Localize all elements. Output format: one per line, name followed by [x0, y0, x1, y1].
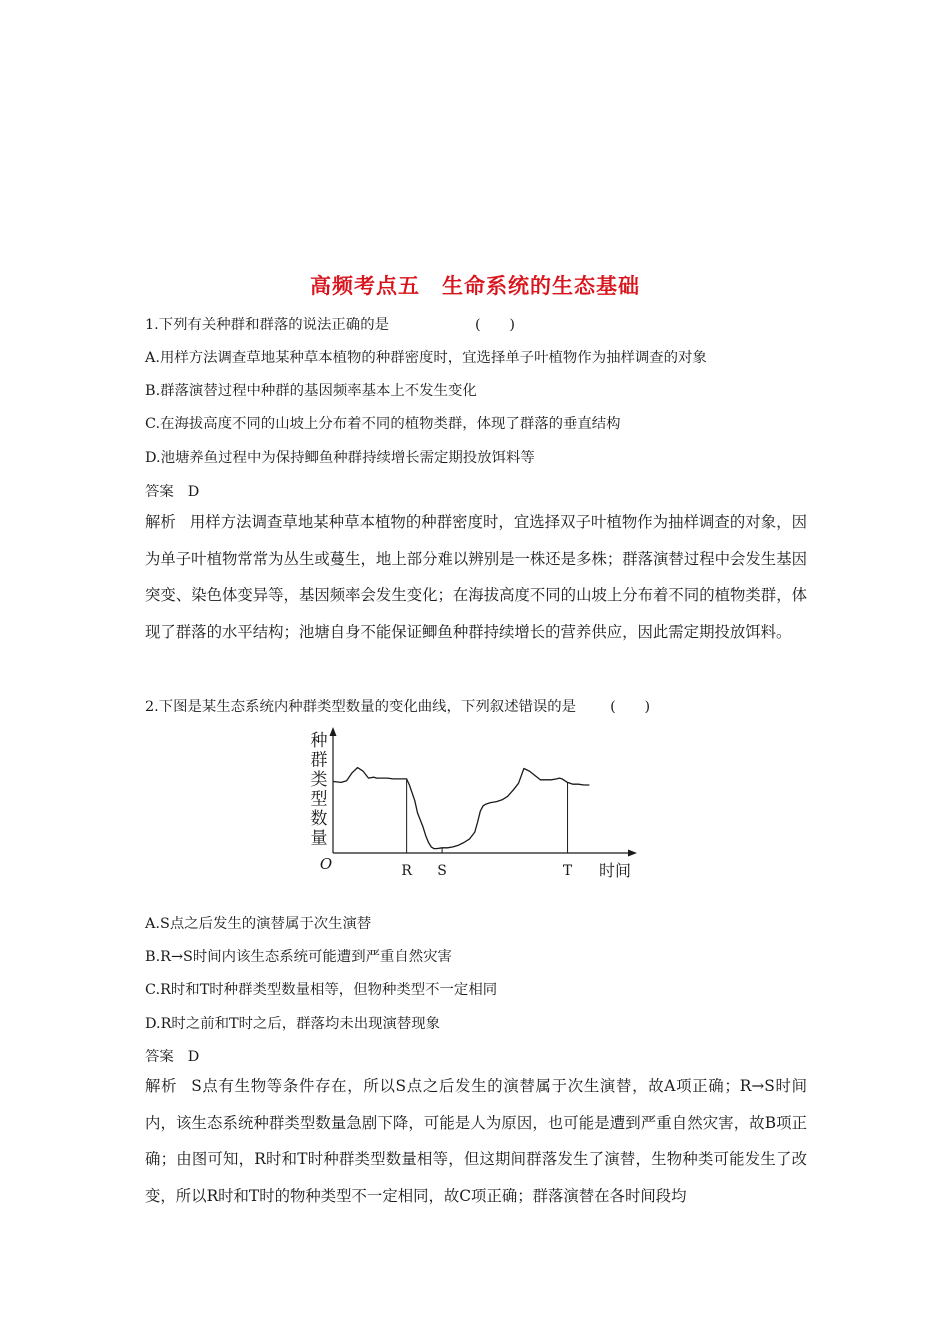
- x-tick-label: T: [562, 863, 573, 879]
- question-1-stem: [145, 313, 515, 334]
- question-1-option-b: B.群落演替过程中种群的基因频率基本上不发生变化: [145, 383, 477, 399]
- y-axis-label-char: 数: [310, 809, 328, 829]
- y-axis-label-char: 群: [310, 750, 328, 771]
- question-1-option-a: A.用样方法调查草地某种草本植物的种群密度时，宜选择单子叶植物作为抽样调查的对象: [145, 350, 707, 366]
- question-1-option-c: C.在海拔高度不同的山坡上分布着不同的植物类群，体现了群落的垂直结构: [145, 416, 621, 432]
- question-1-option-d: D.池塘养鱼过程中为保持鲫鱼种群持续增长需定期投放饵料等: [145, 450, 535, 466]
- x-axis-label: 时间: [598, 861, 632, 880]
- question-2-option-a: A.S点之后发生的演替属于次生演替: [145, 916, 372, 932]
- question-2-option-b: B.R→S时间内该生态系统可能遭到严重自然灾害: [145, 949, 452, 965]
- question-2-paren: ( ): [610, 699, 651, 715]
- analysis-text: 用样方法调查草地某种草本植物的种群密度时，宜选择双子叶植物作为抽样调查的对象，因为单子叶植物常常为丛生或蔓生，地上部分难以辨别是一株还是多株；群落演替过程中会发生基因突变、染色体变异等，基因频率会发生变化；在海拔高度不同的山坡上分布着不同的植物类群，体现了群落的水平结构；池塘自身不能保证鲫鱼种群持续增长的营养供应，因此需定期投放饵料。: [145, 513, 807, 641]
- chart-svg: [295, 725, 655, 885]
- answer-value: D: [187, 484, 200, 500]
- x-tick-label: R: [401, 863, 412, 879]
- answer-label: 答案: [145, 484, 174, 500]
- origin-label: O: [319, 855, 333, 873]
- population-types-chart: [295, 725, 655, 885]
- y-axis-label-char: 类: [310, 770, 328, 790]
- question-2-analysis: [145, 1068, 807, 1214]
- y-axis-label-char: 量: [310, 828, 328, 849]
- y-axis-arrow: [330, 727, 337, 736]
- y-axis-label-char: 型: [310, 789, 328, 810]
- question-2-option-c: C.R时和T时种群类型数量相等，但物种类型不一定相同: [145, 982, 498, 998]
- population-curve: [333, 768, 589, 849]
- answer-label: 答案: [145, 1049, 174, 1065]
- question-1-answer: [145, 480, 199, 501]
- question-2-stem-text: 2.下图是某生态系统内种群类型数量的变化曲线，下列叙述错误的是: [145, 699, 577, 715]
- question-2-option-d: D.R时之前和T时之后，群落均未出现演替现象: [145, 1016, 441, 1032]
- question-2-stem: [145, 695, 650, 716]
- x-axis-arrow: [628, 850, 637, 857]
- analysis-text: S点有生物等条件存在，所以S点之后发生的演替属于次生演替，故A项正确；R→S时间内，该生态系统种群类型数量急剧下降，可能是人为原因，也可能是遭到严重自然灾害，故B项正确；由图可知，R时和T时种群类型数量相等，但这期间群落发生了演替，生物种类可能发生了改变，所以R时和T时的物种类型不一定相同，故C项正确；群落演替在各时间段均: [145, 1077, 807, 1205]
- y-axis-label-char: 种: [310, 731, 328, 751]
- page-title: 高频考点五 生命系统的生态基础: [310, 274, 640, 298]
- analysis-label: 解析: [145, 1077, 178, 1095]
- answer-value: D: [187, 1049, 200, 1065]
- question-2-answer: [145, 1045, 199, 1066]
- question-1-paren: ( ): [474, 317, 515, 333]
- analysis-label: 解析: [145, 513, 176, 531]
- question-1-analysis: [145, 504, 807, 650]
- question-1-stem-text: 1.下列有关种群和群落的说法正确的是: [145, 317, 389, 333]
- x-tick-label: S: [437, 863, 447, 879]
